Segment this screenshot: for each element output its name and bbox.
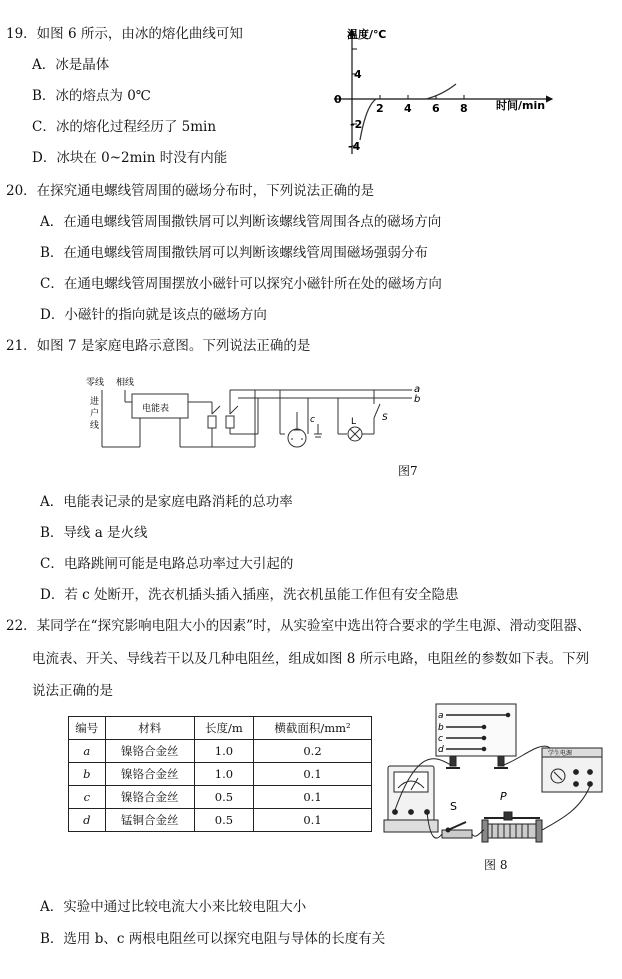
q20-stem: 20．在探究通电螺线管周围的磁场分布时，下列说法正确的是 — [6, 183, 375, 199]
q19-option-a: A．冰是晶体 — [32, 57, 110, 73]
q21-stem: 21．如图 7 是家庭电路示意图。下列说法正确的是 — [6, 338, 311, 354]
cell-length: 1.0 — [194, 763, 253, 786]
x-tick-4: 4 — [404, 102, 412, 115]
cell-id: c — [69, 786, 106, 809]
table-row — [69, 740, 372, 763]
table-row — [69, 786, 372, 809]
household-circuit-diagram — [80, 372, 425, 484]
q19-option-c: C．冰的熔化过程经历了 5min — [32, 119, 217, 135]
switch-label: S — [382, 413, 388, 423]
table-row — [69, 809, 372, 832]
power-supply-label: 学生电源 — [548, 750, 573, 757]
cell-length: 0.5 — [194, 786, 253, 809]
cell-area: 0.2 — [254, 740, 372, 763]
x-tick-2: 2 — [376, 102, 384, 115]
q21-option-c: C．电路跳闸可能是电路总功率过大引起的 — [40, 556, 294, 572]
header-id: 编号 — [69, 717, 106, 740]
q21-option-a: A．电能表记录的是家庭电路消耗的总功率 — [40, 494, 293, 510]
y-axis-label: 温度/℃ — [347, 28, 387, 41]
entry-label-1: 进 — [90, 397, 100, 407]
cell-length: 1.0 — [194, 740, 253, 763]
resistance-wire-table — [68, 716, 372, 832]
q20-option-d: D．小磁针的指向就是该点的磁场方向 — [40, 307, 267, 323]
q19-option-b: B．冰的熔点为 0℃ — [32, 88, 151, 104]
q20-option-b: B．在通电螺线管周围撒铁屑可以判断该螺线管周围磁场强弱分布 — [40, 245, 428, 261]
q21-option-b: B．导线 a 是火线 — [40, 525, 148, 541]
cell-area: 0.1 — [254, 763, 372, 786]
q20-option-c: C．在通电螺线管周围摆放小磁针可以探究小磁针所在处的磁场方向 — [40, 276, 442, 292]
wire-a-label: a — [414, 384, 421, 395]
entry-label-2: 户 — [90, 409, 100, 419]
wire-a: a — [438, 711, 444, 721]
wire-b-label: b — [414, 394, 421, 405]
y-tick-neg2: -2 — [350, 118, 363, 131]
cell-area: 0.1 — [254, 786, 372, 809]
q22-option-a: A．实验中通过比较电流大小来比较电阻大小 — [40, 899, 307, 915]
table-header-row — [69, 717, 372, 740]
entry-label-3: 线 — [90, 421, 100, 431]
table-row — [69, 763, 372, 786]
header-material: 材料 — [105, 717, 194, 740]
figure-8-caption: 图 8 — [484, 858, 508, 872]
q20-option-a: A．在通电螺线管周围撒铁屑可以判断该螺线管周围各点的磁场方向 — [40, 214, 442, 230]
lamp-label: L — [351, 417, 357, 427]
header-length: 长度/m — [194, 717, 253, 740]
q22-stem-line-2: 电流表、开关、导线若干以及几种电阻丝，组成如图 8 所示电路，电阻丝的参数如下表。下列 — [32, 651, 590, 667]
q22-option-b: B．选用 b、c 两根电阻丝可以探究电阻与导体的长度有关 — [40, 931, 386, 947]
cell-id: a — [69, 740, 106, 763]
x-tick-8: 8 — [460, 102, 468, 115]
neutral-wire-label: 零线 — [86, 378, 105, 388]
earth-c-label: c — [310, 415, 315, 425]
q19-option-d: D．冰块在 0~2min 时没有内能 — [32, 150, 228, 166]
melting-curve-graph — [330, 22, 560, 162]
cell-material: 锰铜合金丝 — [105, 809, 194, 832]
q22-stem-line-1: 22．某同学在“探究影响电阻大小的因素”时，从实验室中选出符合要求的学生电源、滑动变阻器、 — [6, 618, 591, 634]
figure-7-caption: 图7 — [398, 464, 418, 478]
wire-d: d — [438, 745, 444, 755]
cell-area: 0.1 — [254, 809, 372, 832]
experiment-circuit-figure — [380, 700, 612, 878]
cell-id: b — [69, 763, 106, 786]
cell-material: 镍铬合金丝 — [105, 740, 194, 763]
wire-c: c — [438, 734, 443, 744]
x-axis-label: 时间/min — [496, 99, 546, 112]
origin-label: 0 — [334, 93, 342, 106]
y-tick-neg4: -4 — [348, 140, 361, 153]
cell-material: 镍铬合金丝 — [105, 786, 194, 809]
slider-p-label: P — [500, 790, 507, 803]
cell-material: 镍铬合金丝 — [105, 763, 194, 786]
q21-option-d: D．若 c 处断开，洗衣机插头插入插座，洗衣机虽能工作但有安全隐患 — [40, 587, 459, 603]
meter-label: 电能表 — [142, 404, 170, 414]
header-area: 横截面积/mm² — [254, 717, 372, 740]
wire-b: b — [438, 723, 444, 733]
live-wire-label: 相线 — [116, 378, 135, 388]
q19-stem: 19．如图 6 所示，由冰的熔化曲线可知 — [6, 26, 243, 42]
x-tick-6: 6 — [432, 102, 440, 115]
y-tick-4: 4 — [354, 68, 362, 81]
cell-length: 0.5 — [194, 809, 253, 832]
switch-s-label: S — [450, 800, 457, 813]
cell-id: d — [69, 809, 106, 832]
q22-stem-line-3: 说法正确的是 — [32, 683, 113, 699]
